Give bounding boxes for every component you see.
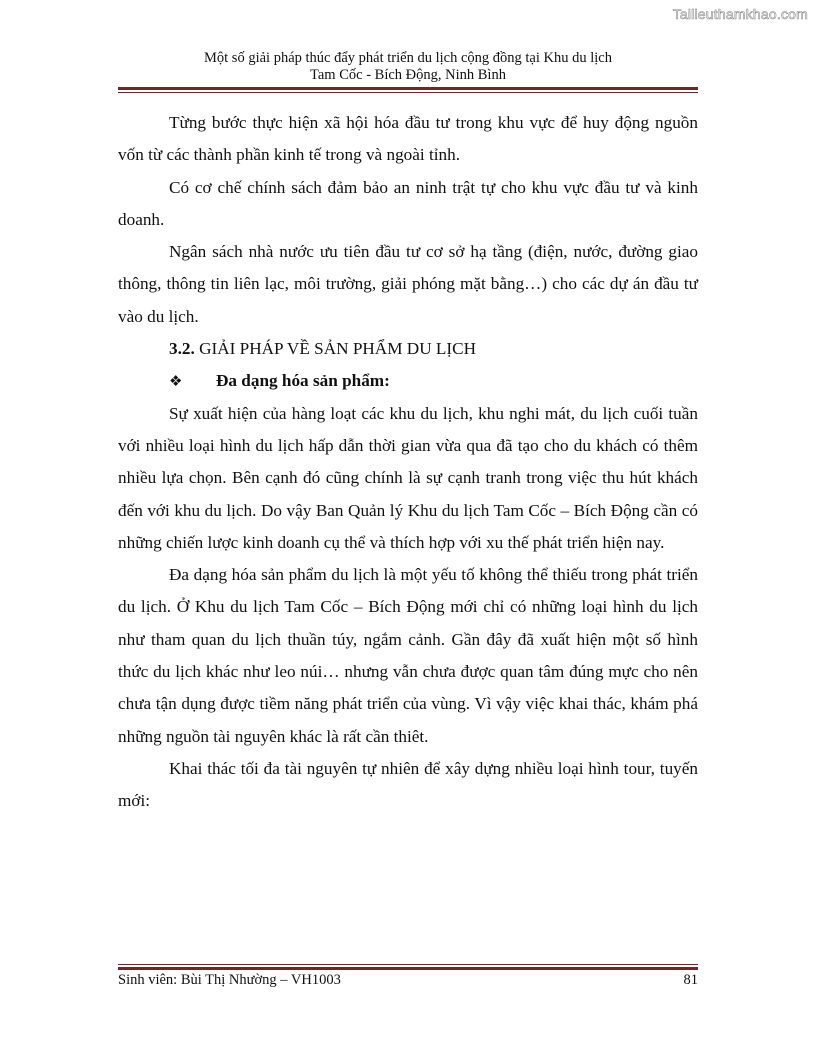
paragraph-4: Sự xuất hiện của hàng loạt các khu du lịch, khu nghi mát, du lịch cuối tuần với nhiều loại hình du lịch hấp dẫn thời gian vừa qua đã tạo cho du khách có thêm nhiều lựa chọn. Bên cạnh đó cũng chính là sự cạnh tranh trong việc thu hút khách đến với khu du lịch. Do vậy Ban Quản lý Khu du lịch Tam Cốc – Bích Động cần có những chiến lược kinh doanh cụ thể và thích hợp với xu thế phát triển hiện nay. [118, 403, 698, 552]
footer-rule-thin [118, 964, 698, 965]
header-rule-thick [118, 87, 698, 90]
paragraph-6: Khai thác tối đa tài nguyên tự nhiên để xây dựng nhiều loại hình tour, tuyến mới: [118, 758, 698, 811]
header-line-2: Tam Cốc - Bích Động, Ninh Bình [310, 67, 506, 83]
footer-rule [118, 964, 698, 970]
footer-rule-thick [118, 967, 698, 970]
paragraph-5: Đa dạng hóa sản phẩm du lịch là một yếu tố không thể thiếu trong phát triển du lịch. Ở Khu du lịch Tam Cốc – Bích Động mới chỉ có những loại hình du lịch như tham quan du lịch thuần túy, ngắm cảnh. Gần đây đã xuất hiện một số hình thức du lịch khác như leo núi… nhưng vẫn chưa được quan tâm đúng mực cho nên chưa tận dụng được tiềm năng phát triển của vùng. Vì vậy việc khai thác, khám phá những nguồn tài nguyên khác là rất cần thiêt. [118, 565, 698, 746]
section-heading [118, 333, 698, 365]
page-footer [118, 972, 698, 989]
diamond-bullet-icon: ❖ [169, 372, 183, 391]
section-title: GIẢI PHÁP VỀ SẢN PHẨM DU LỊCH [199, 339, 477, 359]
header-rule [118, 87, 698, 93]
page-header [118, 50, 698, 84]
footer-student: Sinh viên: Bùi Thị Nhường – VH1003 [118, 972, 341, 988]
paragraph-1: Từng bước thực hiện xã hội hóa đầu tư trong khu vực để huy động nguồn vốn từ các thành phần kinh tế trong và ngoài tỉnh. [118, 113, 698, 165]
page-number: 81 [683, 972, 698, 988]
page-body [118, 107, 698, 818]
header-line-1: Một số giải pháp thúc đẩy phát triển du lịch cộng đồng tại Khu du lịch [204, 50, 612, 66]
bullet-heading-text: Đa dạng hóa sản phẩm: [216, 371, 390, 391]
watermark: Tailieuthamkhao.com [672, 6, 808, 22]
paragraph-2: Có cơ chế chính sách đảm bảo an ninh trật tự cho khu vực đầu tư và kinh doanh. [118, 177, 698, 229]
section-number: 3.2. [169, 339, 195, 359]
header-rule-thin [118, 92, 698, 93]
bullet-heading [118, 365, 698, 397]
paragraph-3: Ngân sách nhà nước ưu tiên đầu tư cơ sở hạ tầng (điện, nước, đường giao thông, thông tin liên lạc, môi trường, giải phóng mặt bằng…) cho các dự án đầu tư vào du lịch. [118, 242, 698, 326]
